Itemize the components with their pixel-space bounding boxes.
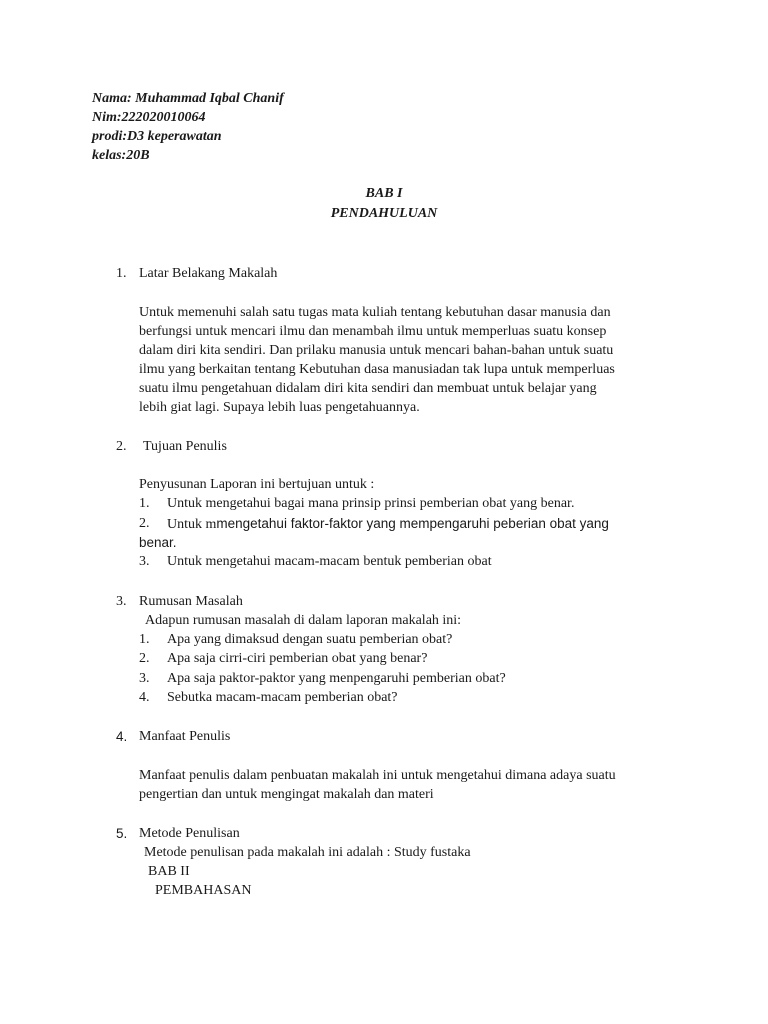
- section3-intro: Adapun rumusan masalah di dalam laporan makalah ini:: [145, 613, 462, 628]
- section5-heading: Metode Penulisan: [139, 826, 240, 841]
- student-nim: Nim:222020010064: [92, 110, 206, 125]
- section3-item-number: 4.: [139, 690, 150, 705]
- section2-item-text-part-b: mengetahui faktor-faktor yang mempengaruhi peberian obat yang: [216, 516, 609, 531]
- student-name: Nama: Muhammad Iqbal Chanif: [92, 91, 284, 106]
- section1-line: dalam diri kita sendiri. Dan prilaku manusia untuk mencari bahan-bahan untuk suatu: [139, 343, 614, 358]
- section2-item-number: 1.: [139, 496, 150, 511]
- student-kelas: kelas:20B: [92, 148, 150, 163]
- section2-number: 2.: [116, 439, 127, 454]
- student-prodi: prodi:D3 keperawatan: [92, 129, 222, 144]
- section3-heading: Rumusan Masalah: [139, 594, 243, 609]
- section1-line: lebih giat lagi. Supaya lebih luas pengetahuannya.: [139, 400, 420, 415]
- section4-line: Manfaat penulis dalam penbuatan makalah ini untuk mengetahui dimana adaya suatu: [139, 768, 616, 783]
- section3-item-number: 1.: [139, 632, 150, 647]
- section3-item-text: Apa yang dimaksud dengan suatu pemberian obat?: [167, 632, 453, 647]
- section2-item-number: 2.: [139, 516, 150, 531]
- section3-item-text: Apa saja paktor-paktor yang menpengaruhi pemberian obat?: [167, 671, 506, 686]
- section1-heading: Latar Belakang Makalah: [139, 266, 278, 281]
- chapter2-label: BAB II: [148, 864, 190, 879]
- section4-heading: Manfaat Penulis: [139, 729, 231, 744]
- section2-item-text-part-a: Untuk m: [167, 517, 217, 532]
- section3-number: 3.: [116, 594, 127, 609]
- chapter1-title: PENDAHULUAN: [330, 206, 438, 221]
- section1-number: 1.: [116, 266, 127, 281]
- section2-item-continuation: benar.: [139, 535, 177, 550]
- section5-number: 5.: [116, 826, 128, 841]
- chapter1-label: BAB I: [365, 186, 403, 201]
- section2-item-text: [167, 514, 609, 534]
- section4-line: pengertian dan untuk mengingat makalah dan materi: [139, 787, 434, 802]
- section2-item-text: Untuk mengetahui macam-macam bentuk pemberian obat: [167, 554, 492, 569]
- section1-line: berfungsi untuk mencari ilmu dan menambah ilmu untuk memperluas suatu konsep: [139, 324, 607, 339]
- section3-item-number: 3.: [139, 671, 150, 686]
- section2-item-number: 3.: [139, 554, 150, 569]
- section1-line: ilmu yang berkaitan tentang Kebutuhan dasa manusiadan tak lupa untuk memperluas: [139, 362, 615, 377]
- section1-line: Untuk memenuhi salah satu tugas mata kuliah tentang kebutuhan dasar manusia dan: [139, 305, 611, 320]
- section3-item-number: 2.: [139, 651, 150, 666]
- section2-intro: Penyusunan Laporan ini bertujuan untuk :: [139, 477, 375, 492]
- section2-item-text: Untuk mengetahui bagai mana prinsip prinsi pemberian obat yang benar.: [167, 496, 575, 511]
- chapter2-title: PEMBAHASAN: [155, 883, 252, 898]
- section5-line: Metode penulisan pada makalah ini adalah : Study fustaka: [144, 845, 471, 860]
- section4-number: 4.: [116, 729, 128, 744]
- section2-heading: Tujuan Penulis: [143, 439, 227, 454]
- section3-item-text: Apa saja cirri-ciri pemberian obat yang benar?: [167, 651, 428, 666]
- section3-item-text: Sebutka macam-macam pemberian obat?: [167, 690, 398, 705]
- section1-line: suatu ilmu pengetahuan didalam diri kita sendiri dan membuat untuk belajar yang: [139, 381, 597, 396]
